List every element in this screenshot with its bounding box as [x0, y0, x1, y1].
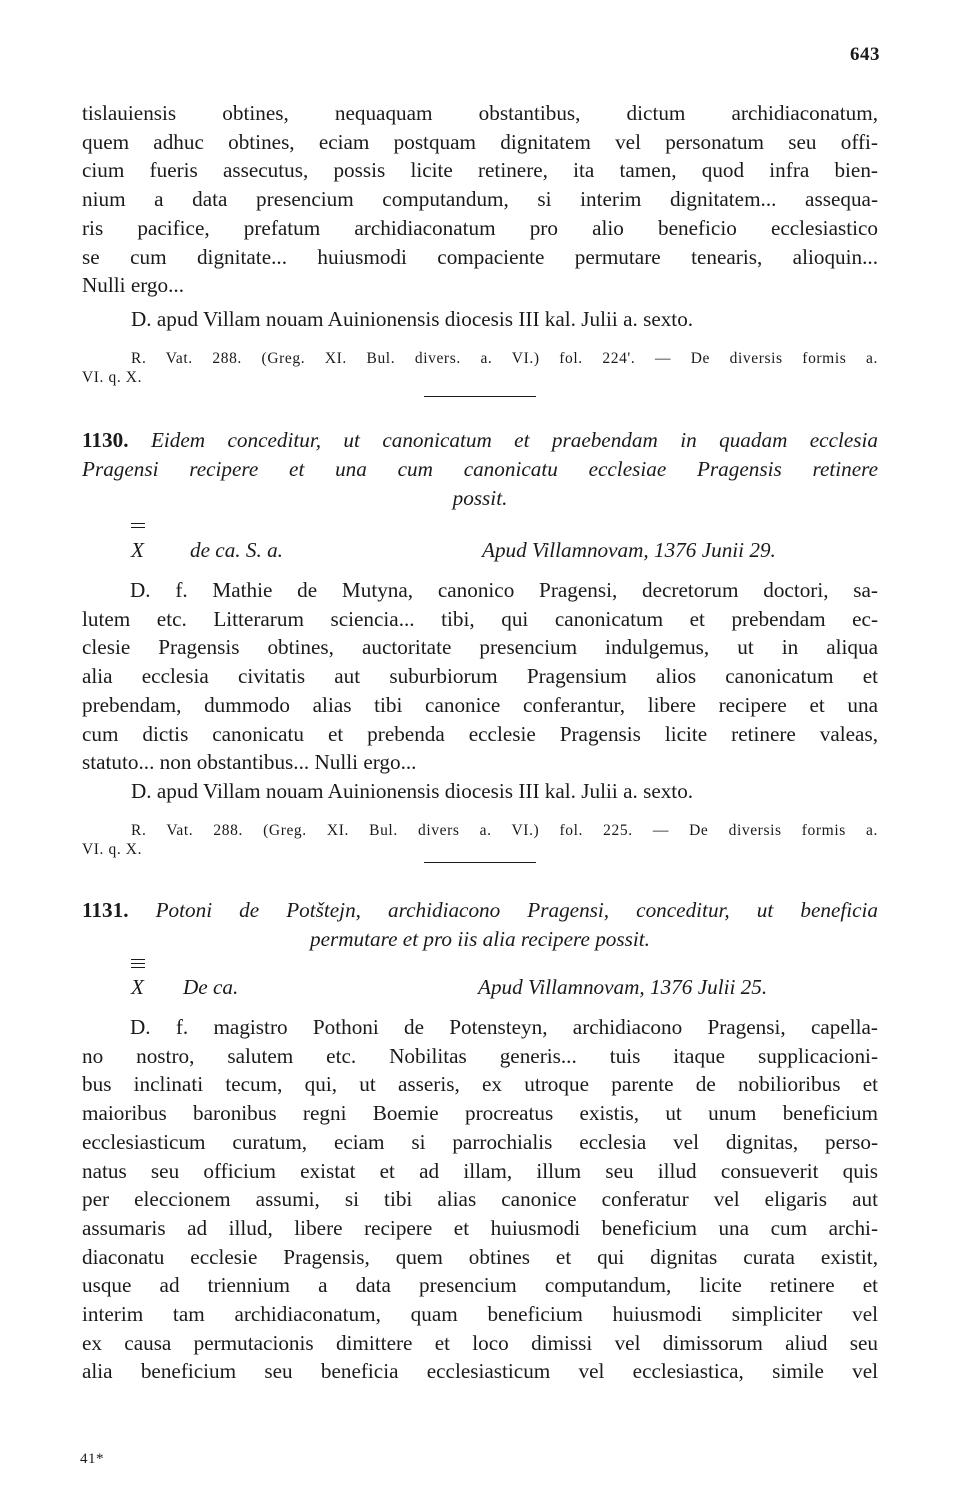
source-reference — [131, 821, 878, 840]
text-line: natus seu officium existat et ad illam, illum seu illud consueverit quis — [82, 1158, 878, 1183]
entry-1131-body — [82, 1013, 878, 1386]
heading-line: Pragensi recipere et una cum canonicatu ecclesiae Pragensis retinere — [82, 457, 878, 481]
text-line: bus inclinati tecum, qui, ut asseris, ex utroque parente de nobilioribus et — [82, 1072, 878, 1097]
text-line: se cum dignitate... huiusmodi compaciente permutare tenearis, alioquin... — [82, 244, 878, 269]
dating-clause: D. apud Villam nouam Auinionensis diocesis III kal. Julii a. sexto. — [131, 307, 694, 331]
heading-line: possit. — [452, 486, 508, 510]
text-line: assumaris ad illud, libere recipere et huiusmodi beneficium una cum archi- — [82, 1215, 878, 1240]
text-line: prebendam, dummodo alias tibi canonice conferantur, libere recipere et una — [82, 692, 878, 717]
text-line: clesie Pragensis obtines, auctoritate presencium indulgemus, ut in aliqua — [82, 635, 878, 660]
entry-1130-heading — [82, 426, 878, 513]
signature-mark: 41* — [80, 1451, 104, 1467]
register-mark: X — [131, 538, 144, 562]
section-divider — [424, 862, 536, 863]
text-line: nium a data presencium computandum, si interim dignitatem... assequa- — [82, 187, 878, 212]
entry-1130-body — [82, 576, 878, 777]
text-line: usque ad triennium a data presencium computandum, licite retinere et — [82, 1273, 878, 1298]
text-line: alia beneficium seu beneficia ecclesiasticum vel ecclesiastica, simile vel — [82, 1359, 878, 1384]
page-number: 643 — [850, 44, 880, 65]
place-date: Apud Villamnovam, 1376 Julii 25. — [478, 975, 768, 999]
entry-number: 1131. — [82, 898, 129, 922]
text-line: D. f. magistro Pothoni de Potensteyn, archidiacono Pragensi, capella- — [130, 1015, 878, 1039]
source-reference-cont — [82, 368, 282, 387]
continuation-paragraph — [82, 99, 878, 300]
place-date: Apud Villamnovam, 1376 Junii 29. — [482, 538, 776, 562]
section-divider — [424, 396, 536, 397]
source-line: R. Vat. 288. (Greg. XI. Bul. divers a. VI.) fol. 225. — De diversis formis a. — [131, 822, 878, 839]
text-line: statuto... non obstantibus... Nulli ergo... — [82, 750, 417, 775]
text-line: lutem etc. Litterarum sciencia... tibi, qui canonicatum et prebendam ec- — [82, 606, 878, 631]
register-mark: X — [131, 975, 144, 999]
text-line: cium fueris assecutus, possis licite retinere, ita tamen, quod infra bien- — [82, 158, 878, 183]
text-line: diaconatu ecclesie Pragensis, quem obtines et qui dignitas curata existit, — [82, 1244, 878, 1269]
marginal-bars — [131, 523, 145, 531]
source-line: VI. q. X. — [82, 841, 143, 858]
marginal-bars — [131, 959, 145, 971]
register-note: De ca. — [183, 975, 239, 999]
dating-clause: D. apud Villam nouam Auinionensis diocesis III kal. Julii a. sexto. — [131, 779, 694, 803]
source-reference — [131, 349, 878, 368]
text-line: interim tam archidiaconatum, quam beneficium huiusmodi simpliciter vel — [82, 1302, 878, 1327]
heading-line: permutare et pro iis alia recipere possit. — [310, 927, 650, 951]
entry-1131-heading — [82, 896, 878, 954]
source-line: VI. q. X. — [82, 369, 143, 386]
text-line: ex causa permutacionis dimittere et loco dimissi vel dimissorum aliud seu — [82, 1330, 878, 1355]
source-reference-cont — [82, 840, 282, 859]
text-line: Nulli ergo... — [82, 273, 185, 298]
text-line: D. f. Mathie de Mutyna, canonico Pragensi, decretorum doctori, sa- — [130, 578, 878, 602]
text-line: tislauiensis obtines, nequaquam obstantibus, dictum archidiaconatum, — [82, 101, 878, 125]
text-line: per eleccionem assumi, si tibi alias canonice conferatur vel eligaris aut — [82, 1187, 878, 1212]
source-line: R. Vat. 288. (Greg. XI. Bul. divers. a. VI.) fol. 224'. — De diversis formis a. — [131, 350, 878, 367]
text-line: ris pacifice, prefatum archidiaconatum pro alio beneficio ecclesiastico — [82, 215, 878, 240]
text-line: maioribus baronibus regni Boemie procreatus existis, ut unum beneficium — [82, 1101, 878, 1126]
text-line: no nostro, salutem etc. Nobilitas generis... tuis itaque supplicacioni- — [82, 1043, 878, 1068]
heading-line: 1131. Potoni de Potštejn, archidiacono Pragensi, conceditur, ut beneficia — [82, 898, 878, 922]
text-line: cum dictis canonicatu et prebenda ecclesie Pragensis licite retinere valeas, — [82, 721, 878, 746]
text-line: alia ecclesia civitatis aut suburbiorum Pragensium alios canonicatum et — [82, 664, 878, 689]
entry-number: 1130. — [82, 428, 129, 452]
text-line: ecclesiasticum curatum, eciam si parrochialis ecclesia vel dignitas, perso- — [82, 1129, 878, 1154]
text-line: quem adhuc obtines, eciam postquam dignitatem vel personatum seu offi- — [82, 129, 878, 154]
register-note: de ca. S. a. — [190, 538, 283, 562]
heading-line: 1130. Eidem conceditur, ut canonicatum et praebendam in quadam ecclesia — [82, 428, 879, 452]
